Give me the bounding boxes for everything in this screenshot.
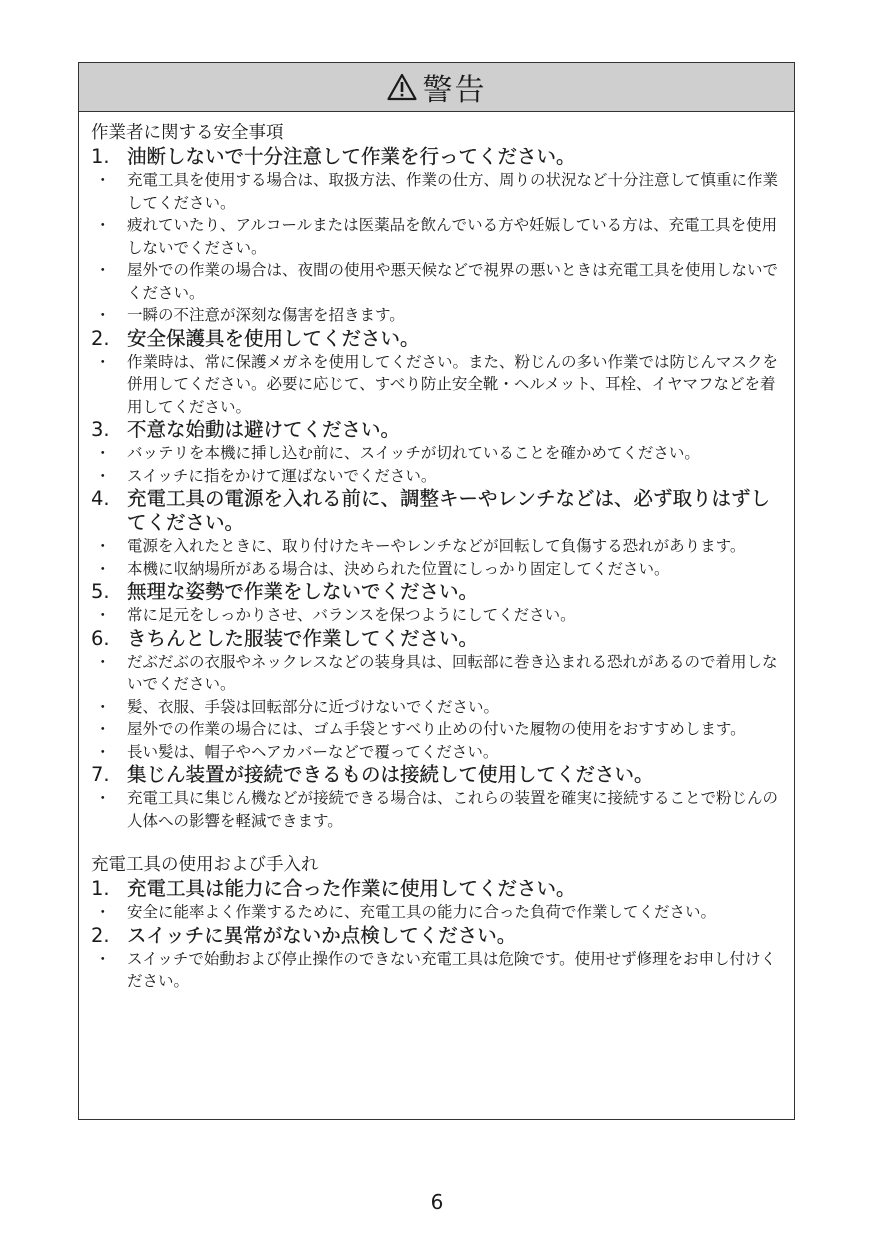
item-number: 2.: [91, 923, 110, 947]
bullet-text: スイッチで始動および停止操作のできない充電工具は危険です。使用せず修理をお申し付けください。: [127, 949, 777, 990]
bullet-mark: ・: [95, 444, 111, 462]
item-number: 1.: [91, 877, 110, 900]
bullet-item: [91, 214, 782, 259]
item-number: 7.: [91, 763, 110, 786]
bullet-text: 充電工具を使用する場合は、取扱方法、作業の仕方、周りの状況など十分注意して慎重に作業してください。: [127, 171, 779, 212]
bullet-mark: ・: [95, 261, 111, 279]
bullet-text: だぶだぶの衣服やネックレスなどの装身具は、回転部に巻き込まれる恐れがあるので着用しないでください。: [127, 652, 778, 693]
bullet-item: [91, 169, 782, 214]
bullet-mark: ・: [95, 789, 111, 807]
bullet-text: 屋外での作業の場合には、ゴム手袋とすべり止めの付いた履物の使用をおすすめします。: [127, 720, 746, 738]
bullet-item: [91, 304, 782, 327]
bullet-mark: ・: [95, 949, 111, 968]
item-heading-text: 安全保護具を使用してください。: [127, 326, 420, 350]
bullet-text: 充電工具に集じん機などが接続できる場合は、これらの装置を確実に接続することで粉じんの人体への影響を軽減できます。: [127, 789, 779, 830]
bullet-item: [91, 604, 782, 627]
bullet-item: [91, 558, 782, 581]
item-number: 6.: [91, 626, 110, 650]
bullet-item: [91, 535, 782, 558]
item-heading: [91, 580, 782, 604]
item-number: 4.: [91, 487, 110, 510]
item-number: 5.: [91, 580, 110, 603]
bullet-mark: ・: [95, 466, 111, 485]
bullet-text: 本機に収納場所がある場合は、決められた位置にしっかり固定してください。: [127, 559, 670, 578]
bullet-mark: ・: [95, 559, 111, 578]
item-heading: [91, 418, 782, 442]
bullet-text: バッテリを本機に挿し込む前に、スイッチが切れていることを確かめてください。: [127, 444, 700, 462]
bullet-text: 屋外での作業の場合は、夜間の使用や悪天候などで視界の悪いときは充電工具を使用しないでください。: [127, 261, 779, 302]
bullet-item: [91, 787, 782, 832]
bullet-mark: ・: [95, 903, 111, 921]
bullet-mark: ・: [95, 742, 111, 761]
item-heading: [91, 327, 782, 351]
bullet-text: スイッチに指をかけて運ばないでください。: [127, 466, 437, 485]
bullet-item: [91, 259, 782, 304]
warning-title: 警告: [422, 73, 487, 108]
item-heading-text: 油断しないで十分注意して作業を行ってください。: [127, 145, 576, 168]
item-heading-text: 不意な始動は避けてください。: [127, 418, 401, 441]
item-heading-text: 充電工具の電源を入れる前に、調整キーやレンチなどは、必ず取りはずしてください。: [127, 487, 771, 534]
bullet-text: 疲れていたり、アルコールまたは医薬品を飲んでいる方や妊娠している方は、充電工具を使用しないでください。: [127, 216, 778, 257]
bullet-mark: ・: [95, 306, 111, 324]
warning-header: [79, 63, 794, 112]
bullet-mark: ・: [95, 697, 111, 716]
warning-content: [79, 112, 794, 993]
bullet-mark: ・: [95, 352, 111, 371]
bullet-mark: ・: [95, 216, 111, 234]
bullet-item: [91, 651, 782, 696]
section-spacer: [91, 832, 782, 854]
item-heading: [91, 877, 782, 901]
bullet-text: 安全に能率よく作業するために、充電工具の能力に合った負荷で作業してください。: [127, 903, 717, 921]
item-number: 3.: [91, 418, 110, 441]
item-number: 1.: [91, 145, 110, 168]
bullet-text: 髪、衣服、手袋は回転部分に近づけないでください。: [127, 697, 500, 716]
bullet-text: 一瞬の不注意が深刻な傷害を招きます。: [127, 306, 405, 324]
bullet-mark: ・: [95, 606, 111, 624]
bullet-item: [91, 465, 782, 488]
bullet-mark: ・: [95, 720, 111, 738]
item-number: 2.: [91, 326, 110, 350]
bullet-item: [91, 718, 782, 741]
bullet-item: [91, 696, 782, 719]
item-heading-text: 充電工具は能力に合った作業に使用してください。: [127, 877, 576, 900]
bullet-mark: ・: [95, 171, 111, 189]
item-heading-text: 無理な姿勢で作業をしないでください。: [127, 580, 479, 603]
bullet-mark: ・: [95, 537, 111, 555]
bullet-text: 常に足元をしっかりさせ、バランスを保つようにしてください。: [127, 606, 576, 624]
item-heading: [91, 145, 782, 169]
item-heading: [91, 487, 782, 535]
bullet-item: [91, 442, 782, 465]
item-heading-text: スイッチに異常がないか点検してください。: [127, 923, 517, 947]
bullet-text: 長い髪は、帽子やヘアカバーなどで覆ってください。: [127, 742, 499, 761]
item-heading: [91, 924, 782, 948]
bullet-item: [91, 948, 782, 993]
bullet-item: [91, 351, 782, 419]
item-heading-text: 集じん装置が接続できるものは接続して使用してください。: [127, 763, 654, 786]
item-heading-text: きちんとした服装で作業してください。: [127, 626, 479, 650]
bullet-mark: ・: [95, 652, 111, 671]
section-title: 充電工具の使用および手入れ: [91, 855, 319, 875]
bullet-item: [91, 741, 782, 764]
warning-triangle-icon: [387, 73, 417, 101]
item-heading: [91, 627, 782, 651]
item-heading: [91, 763, 782, 787]
bullet-text: 作業時は、常に保護メガネを使用してください。また、粉じんの多い作業では防じんマスクを併用してください。必要に応じて、すべり防止安全靴・ヘルメット、耳栓、イヤマフなどを着用してください。: [127, 352, 779, 416]
warning-box: [78, 62, 795, 1120]
page-number: 6: [430, 1190, 444, 1214]
bullet-item: [91, 901, 782, 924]
section-title: 作業者に関する安全事項: [91, 123, 284, 143]
bullet-text: 電源を入れたときに、取り付けたキーやレンチなどが回転して負傷する恐れがあります。: [127, 537, 746, 555]
